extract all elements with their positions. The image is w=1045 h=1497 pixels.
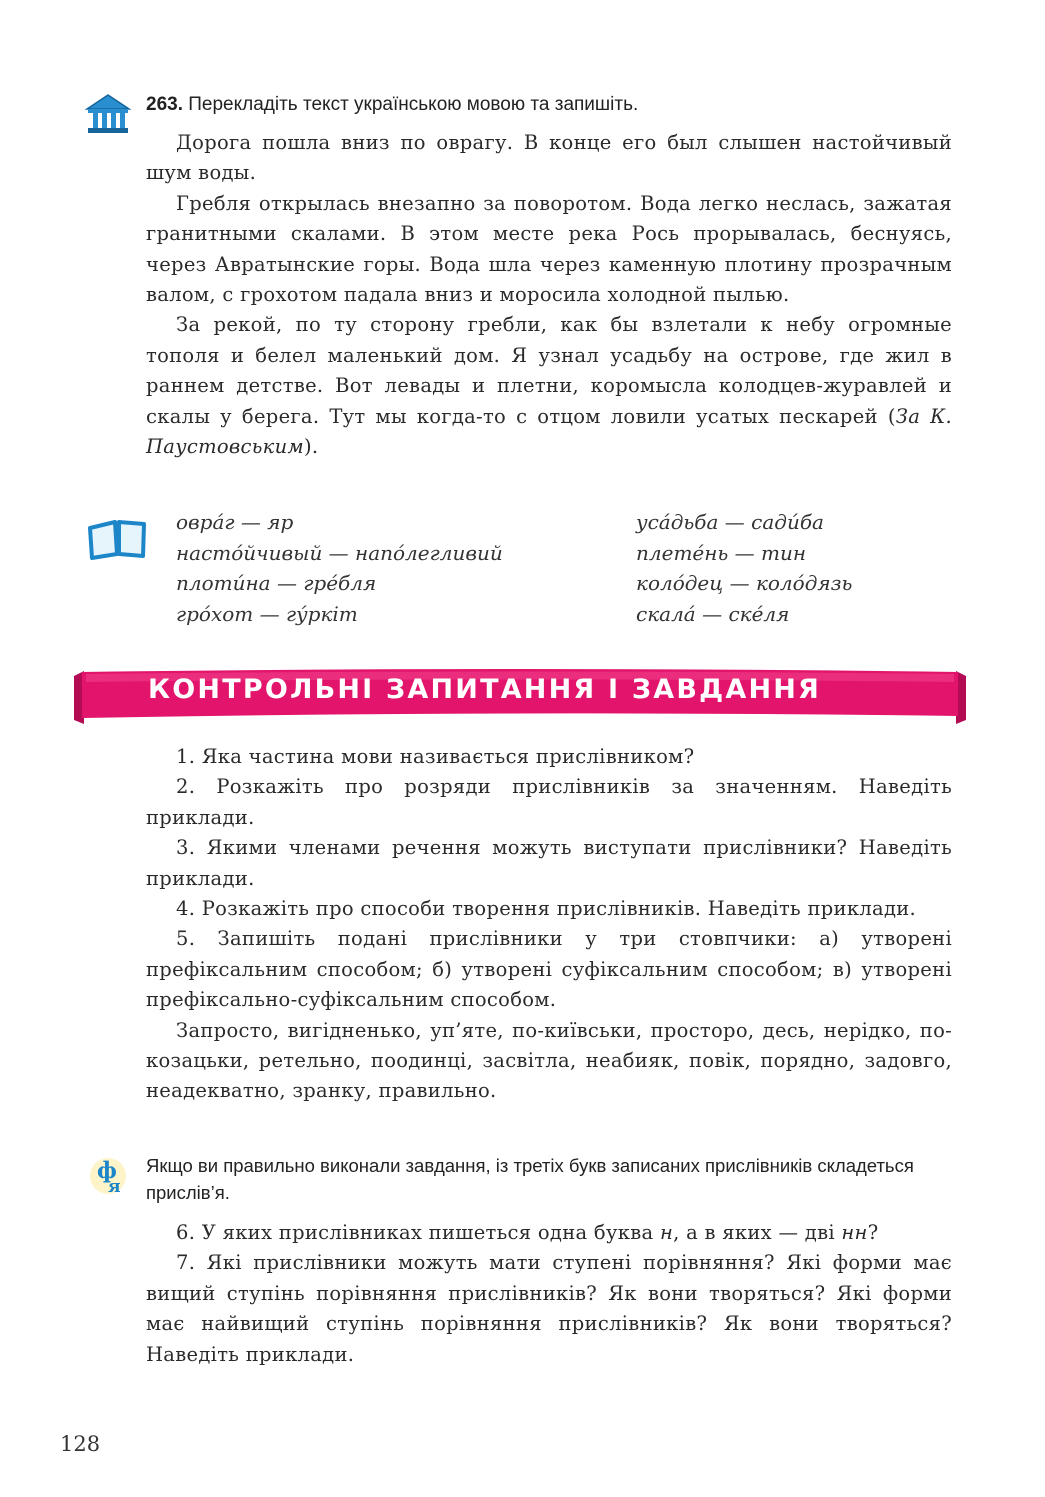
vocab-entry: уса́дьба — сади́ба [636,510,824,534]
q6-letter: н [659,1221,674,1244]
question-item: 3. Якими членами речення можуть виступати прислівники? Наведіть приклади. [146,836,952,890]
exercise-instruction: Перекладіть текст українською мовою та запишіть. [188,94,639,115]
q6-text: ? [867,1221,879,1244]
vocab-entry: овра́г — яр [176,510,294,534]
exercise-paragraph: Гребля открылась внезапно за поворотом. Вода легко неслась, зажатая гранитными скалами. В этом месте река Рось прорывалась, беснуясь, через Авратынские горы. Вода шла через каменную плотину прозрачным валом, с грохотом падала вниз и моросила холодной пылью. [146,191,952,307]
open-book-icon [86,516,148,560]
q6-text: , а в яких — дві [673,1221,842,1244]
adverb-list: Запросто, вигідненько, уп’яте, по-київськи, просторо, десь, нерідко, по-козацьки, ретельно, поодинці, засвітла, неабияк, повік, порядно, задовго, неадекватно, зранку, правильно. [146,1018,952,1103]
letters-hint-icon [88,1152,128,1198]
exercise-text [146,128,952,462]
q6-letter: нн [841,1221,868,1244]
vocab-entry: коло́дец — коло́дязь [636,571,853,595]
question-item: 7. Які прислівники можуть мати ступені порівняння? Які форми має вищий ступінь порівняння прислівників? Як вони творяться? Які форми має найвищий ступінь порівняння прислівників? Як вони творяться? Наведіть приклади. [146,1251,952,1366]
svg-text:ф: ф [97,1158,117,1184]
exercise-paragraph [146,310,952,462]
vocab-entry: плоти́на — гре́бля [176,571,377,595]
page-number: 128 [60,1432,101,1456]
question-item [146,1218,952,1248]
question-item: 2. Розкажіть про розряди прислівників за значенням. Наведіть приклади. [146,775,952,829]
hint-text: Якщо ви правильно виконали завдання, із третіх букв записаних прислівників складеться прислів’я. [146,1155,914,1203]
question-item: 1. Яка частина мови називається прислівником? [176,745,695,768]
questions [146,742,952,1107]
svg-text:я: я [108,1177,121,1197]
text-source: За К. Паустовським [146,404,953,459]
vocab-entry: насто́йчивый — напо́легливий [176,540,503,565]
questions-continued [146,1218,952,1370]
question-item: 4. Розкажіть про способи творення прислівників. Наведіть приклади. [176,897,917,921]
vocab-entry: гро́хот — гу́ркіт [176,601,358,626]
exercise-heading [146,94,966,116]
vocab-entry: скала́ — ске́ля [636,601,790,626]
vocabulary-left [176,507,503,629]
exercise-number: 263. [146,94,183,115]
house-icon [84,92,132,136]
q6-text: 6. У яких прислівниках пишеться одна буква [176,1221,660,1244]
vocabulary-right [636,507,852,629]
question-item: 5. Запишіть подані прислівники у три стовпчики: а) утворені префіксальним способом; б) утворені суфіксальним способом; в) утворені префіксально-суфіксальним способом. [146,927,952,1012]
exercise-paragraph: Дорога пошла вниз по оврагу. В конце его был слышен настойчивый шум воды. [146,131,952,185]
section-title: КОНТРОЛЬНІ ЗАПИТАННЯ І ЗАВДАННЯ [148,674,822,705]
vocab-entry: плете́нь — тин [636,540,807,565]
text-source-close: ). [303,435,319,459]
exercise-paragraph-text: За рекой, по ту сторону гребли, как бы взлетали к небу огромные тополя и белел маленький дом. Я узнал усадьбу на острове, где жил в раннем детстве. Вот левады и плетни, коромысла колодцев-журавлей и скалы у берега. Тут мы когда-то с отцом ловили усатых пескарей ( [146,313,952,428]
